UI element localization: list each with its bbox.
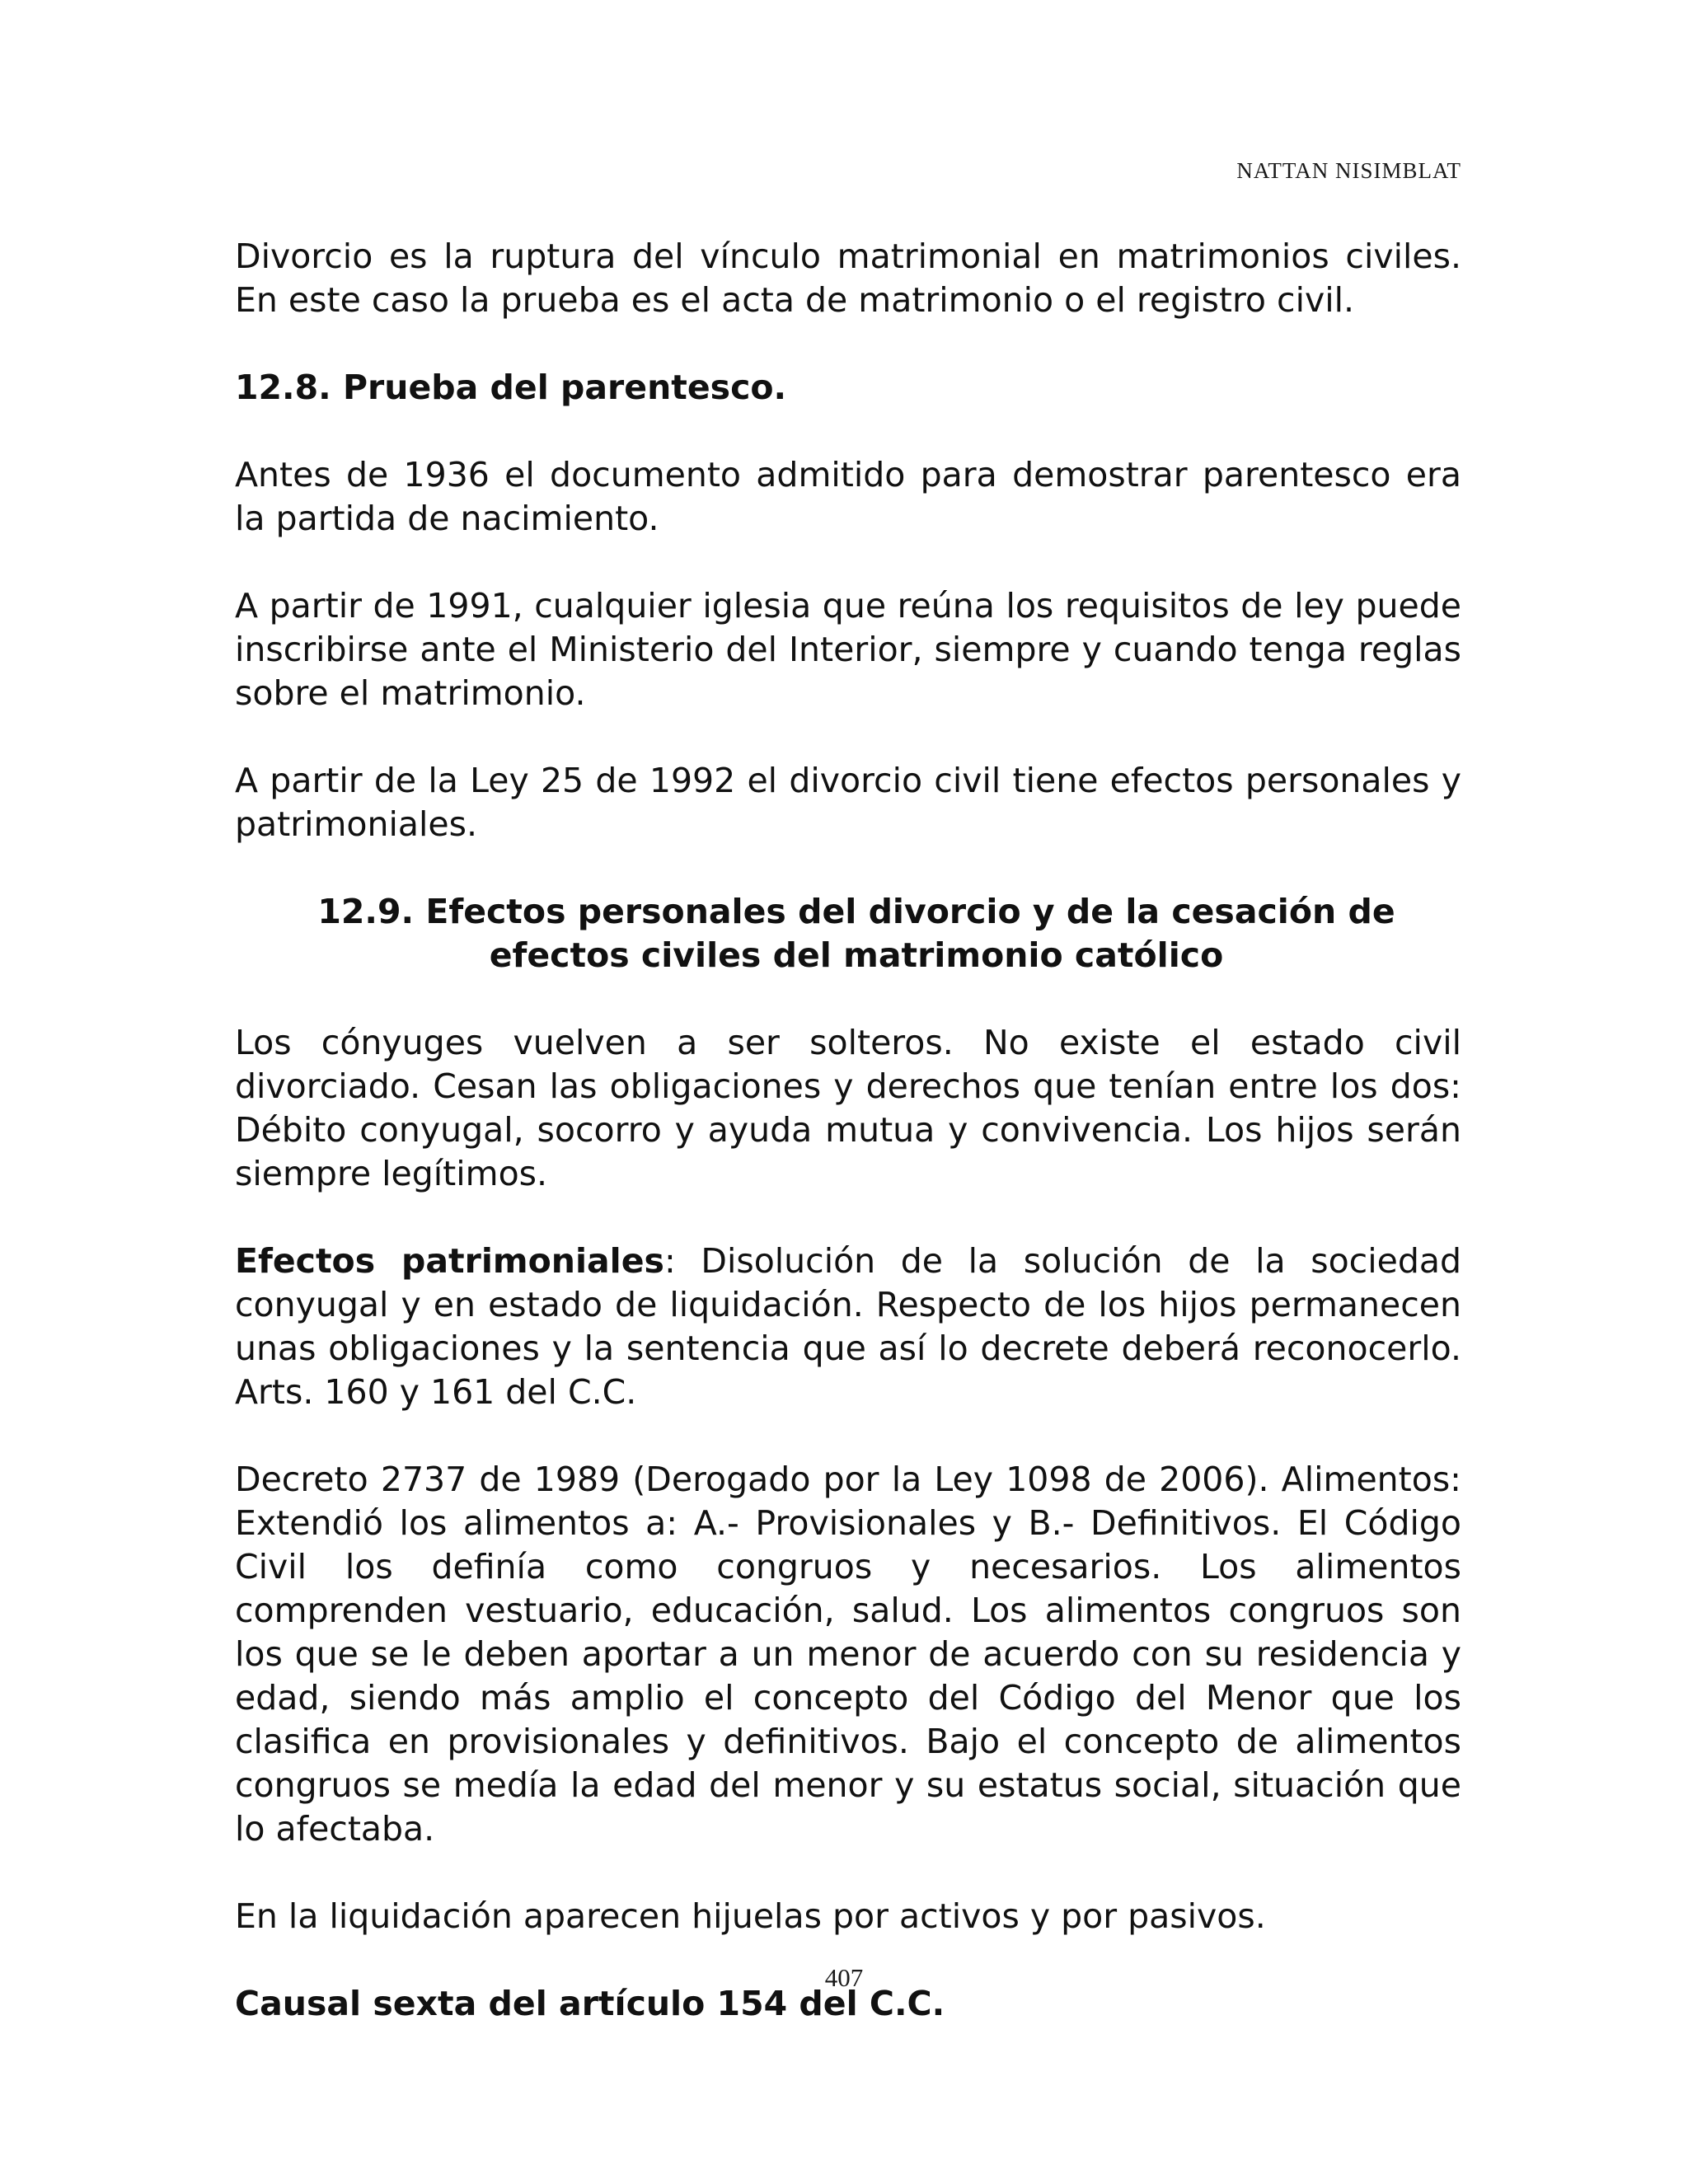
section-heading-12-8: 12.8. Prueba del parentesco. [235,368,787,407]
paragraph-partir-1991: A partir de 1991, cualquier iglesia que reúna los requisitos de ley puede inscribirse ante el Ministerio del Interior, siempre y cuando tenga reglas sobre el matrimonio. [235,586,1461,713]
page-number: 407 [824,1963,864,1992]
paragraph-efectos-patrimoniales [235,1240,1461,1414]
spacer [235,1414,1461,1458]
spacer [235,977,1461,1021]
paragraph-liquidacion: En la liquidación aparecen hijuelas por activos y por pasivos. [235,1896,1266,1936]
spacer [235,1196,1461,1240]
spacer [235,715,1461,759]
page-body [235,235,1461,2026]
paragraph-conyuges: Los cónyuges vuelven a ser solteros. No existe el estado civil divorciado. Cesan las obligaciones y derechos que tenían entre los dos: Débito conyugal, socorro y ayuda mutua y convivencia. Los hijos serán siempre legítimos. [235,1023,1461,1193]
section-heading-causal-sexta: Causal sexta del artículo 154 del C.C. [235,1984,945,2023]
spacer [235,541,1461,584]
section-heading-12-9: 12.9. Efectos personales del divorcio y de la cesación de efectos civiles del matrimonio católico [317,892,1395,975]
paragraph-ley-25: A partir de la Ley 25 de 1992 el divorcio civil tiene efectos personales y patrimoniales. [235,761,1461,844]
paragraph-divorcio: Divorcio es la ruptura del vínculo matrimonial en matrimonios civiles. En este caso la prueba es el acta de matrimonio o el registro civil. [235,237,1461,320]
spacer [235,410,1461,453]
running-head: NATTAN NISIMBLAT [1236,158,1461,183]
paragraph-decreto-2737: Decreto 2737 de 1989 (Derogado por la Ley 1098 de 2006). Alimentos: Extendió los alimentos a: A.- Provisionales y B.- Definitivos. El Código Civil los definía como congruos y necesarios. Los alimentos comprenden vestuario, educación, salud. Los alimentos congruos son los que se le deben aportar a un menor de acuerdo con su residencia y edad, siendo más amplio el concepto del Código del Menor que los clasifica en provisionales y definitivos. Bajo el concepto de alimentos congruos se medía la edad del menor y su estatus social, situación que lo afectaba. [235,1460,1461,1849]
paragraph-antes-1936: Antes de 1936 el documento admitido para demostrar parentesco era la partida de nacimiento. [235,455,1461,538]
spacer [235,846,1461,890]
spacer [235,322,1461,366]
spacer [235,1851,1461,1895]
bold-lead-term: Efectos patrimoniales [235,1241,664,1281]
paragraph-text: : Disolución de la solución de la sociedad conyugal y en estado de liquidación. Respecto de los hijos permanecen unas obligaciones y la sentencia que así lo decrete deberá reconocerlo. Arts. 160 y 161 del C.C. [235,1241,1461,1412]
